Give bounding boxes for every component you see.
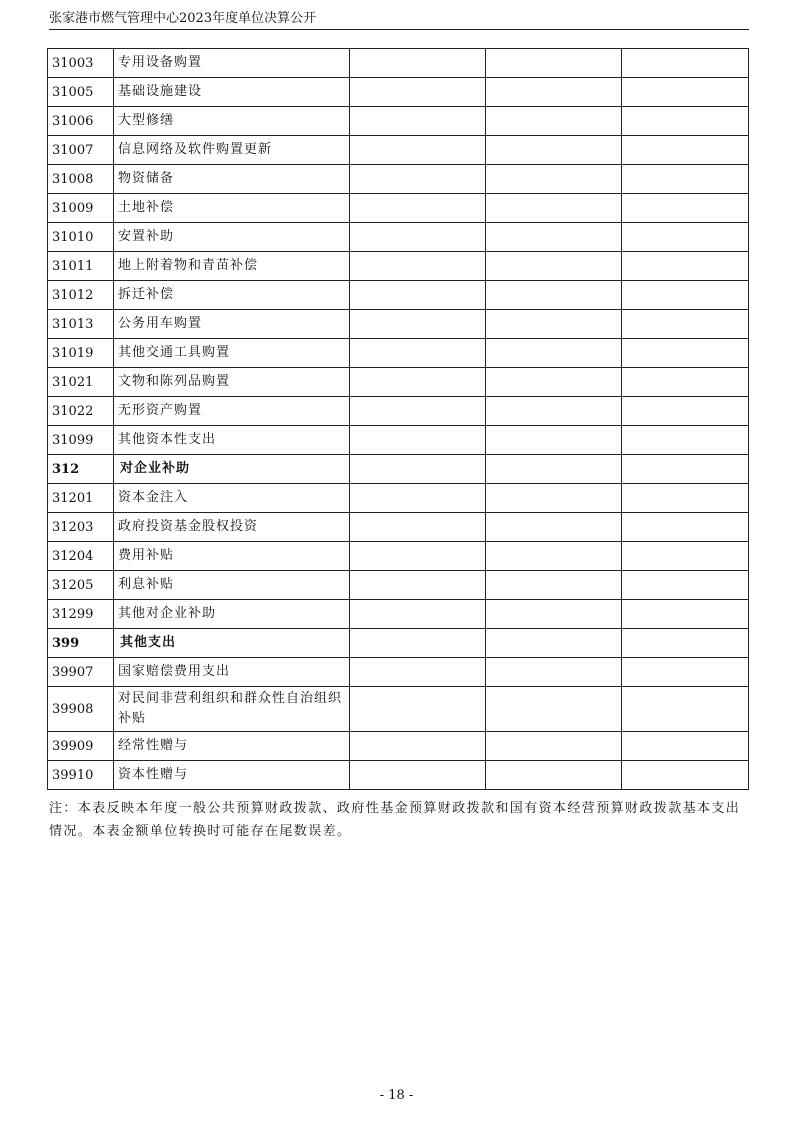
amount-cell-1 [350,484,486,513]
subject-code-cell: 31204 [48,542,114,571]
subject-code-cell: 31010 [48,223,114,252]
amount-cell-2 [486,542,622,571]
subject-code-cell: 39908 [48,687,114,732]
amount-cell-1 [350,281,486,310]
table-row [48,542,749,571]
subject-code-cell: 31022 [48,397,114,426]
subject-code-cell: 31003 [48,49,114,78]
table-row [48,484,749,513]
subject-code-cell: 31009 [48,194,114,223]
subject-code-cell: 31205 [48,571,114,600]
subject-name-cell: 物资储备 [114,165,350,194]
amount-cell-1 [350,761,486,790]
subject-name-cell: 费用补贴 [114,542,350,571]
subject-code-cell: 31013 [48,310,114,339]
table-row [48,107,749,136]
subject-code-cell: 31021 [48,368,114,397]
amount-cell-2 [486,455,622,484]
amount-cell-2 [486,658,622,687]
amount-cell-3 [622,368,749,397]
amount-cell-3 [622,310,749,339]
amount-cell-2 [486,513,622,542]
table-row [48,223,749,252]
amount-cell-2 [486,281,622,310]
amount-cell-3 [622,658,749,687]
subject-code-cell: 31005 [48,78,114,107]
amount-cell-2 [486,687,622,732]
table-row [48,49,749,78]
amount-cell-2 [486,600,622,629]
subject-name-cell: 其他资本性支出 [114,426,350,455]
subject-name-cell: 信息网络及软件购置更新 [114,136,350,165]
amount-cell-2 [486,310,622,339]
table-row [48,281,749,310]
subject-name-cell: 专用设备购置 [114,49,350,78]
subject-name-cell: 文物和陈列品购置 [114,368,350,397]
amount-cell-3 [622,281,749,310]
subject-name-cell: 资本性赠与 [114,761,350,790]
amount-cell-1 [350,629,486,658]
amount-cell-1 [350,658,486,687]
header-title: 张家港市燃气管理中心2023年度单位决算公开 [49,11,317,26]
subject-name-cell: 基础设施建设 [114,78,350,107]
subject-code-cell: 399 [48,629,114,658]
table-row [48,252,749,281]
subject-code-cell: 31019 [48,339,114,368]
subject-name-cell: 地上附着物和青苗补偿 [114,252,350,281]
subject-name-cell: 利息补贴 [114,571,350,600]
subject-name-cell: 公务用车购置 [114,310,350,339]
amount-cell-1 [350,165,486,194]
amount-cell-3 [622,78,749,107]
amount-cell-3 [622,600,749,629]
subject-code-cell: 31008 [48,165,114,194]
amount-cell-3 [622,732,749,761]
expenditure-table [47,48,749,790]
amount-cell-3 [622,629,749,658]
amount-cell-1 [350,310,486,339]
amount-cell-1 [350,455,486,484]
subject-code-cell: 39907 [48,658,114,687]
page-number: - 18 - [379,1088,414,1103]
amount-cell-1 [350,49,486,78]
amount-cell-3 [622,339,749,368]
amount-cell-1 [350,136,486,165]
table-row [48,658,749,687]
amount-cell-2 [486,629,622,658]
table-row [48,761,749,790]
amount-cell-2 [486,49,622,78]
amount-cell-3 [622,687,749,732]
amount-cell-1 [350,426,486,455]
subject-name-cell: 政府投资基金股权投资 [114,513,350,542]
subject-code-cell: 31299 [48,600,114,629]
subject-name-cell: 其他对企业补助 [114,600,350,629]
amount-cell-2 [486,136,622,165]
amount-cell-3 [622,397,749,426]
table-row [48,571,749,600]
amount-cell-2 [486,368,622,397]
subject-code-cell: 31007 [48,136,114,165]
table-row [48,194,749,223]
amount-cell-1 [350,571,486,600]
amount-cell-1 [350,397,486,426]
table-row [48,165,749,194]
subject-name-cell: 无形资产购置 [114,397,350,426]
subject-name-cell: 资本金注入 [114,484,350,513]
subject-name-cell: 拆迁补偿 [114,281,350,310]
amount-cell-3 [622,571,749,600]
amount-cell-1 [350,732,486,761]
table-row [48,339,749,368]
table-row [48,78,749,107]
table-row [48,136,749,165]
amount-cell-3 [622,223,749,252]
subject-code-cell: 31006 [48,107,114,136]
amount-cell-3 [622,252,749,281]
table-row [48,310,749,339]
amount-cell-2 [486,571,622,600]
table-body [48,49,749,790]
subject-name-cell: 对民间非营利组织和群众性自治组织补贴 [114,687,350,732]
amount-cell-2 [486,761,622,790]
amount-cell-1 [350,107,486,136]
subject-code-cell: 39910 [48,761,114,790]
amount-cell-2 [486,426,622,455]
table-row [48,513,749,542]
subject-code-cell: 39909 [48,732,114,761]
subject-name-cell: 土地补偿 [114,194,350,223]
amount-cell-1 [350,687,486,732]
subject-code-cell: 31203 [48,513,114,542]
amount-cell-2 [486,732,622,761]
table-row [48,397,749,426]
amount-cell-2 [486,252,622,281]
table-note: 注：本表反映本年度一般公共预算财政拨款、政府性基金预算财政拨款和国有资本经营预算财政拨款基本支出情况。本表金额单位转换时可能存在尾数误差。 [49,801,741,839]
amount-cell-1 [350,194,486,223]
subject-name-cell: 对企业补助 [114,455,350,484]
subject-code-cell: 31011 [48,252,114,281]
amount-cell-1 [350,368,486,397]
subject-code-cell: 312 [48,455,114,484]
table-row [48,687,749,732]
amount-cell-1 [350,252,486,281]
amount-cell-3 [622,136,749,165]
subject-code-cell: 31012 [48,281,114,310]
amount-cell-1 [350,339,486,368]
table-row [48,732,749,761]
amount-cell-1 [350,78,486,107]
amount-cell-3 [622,165,749,194]
subject-name-cell: 经常性赠与 [114,732,350,761]
subject-name-cell: 其他交通工具购置 [114,339,350,368]
subject-code-cell: 31099 [48,426,114,455]
amount-cell-1 [350,513,486,542]
amount-cell-3 [622,513,749,542]
amount-cell-2 [486,107,622,136]
amount-cell-1 [350,542,486,571]
subject-name-cell: 大型修缮 [114,107,350,136]
amount-cell-2 [486,339,622,368]
category-row [48,455,749,484]
amount-cell-3 [622,426,749,455]
amount-cell-1 [350,600,486,629]
amount-cell-2 [486,397,622,426]
amount-cell-1 [350,223,486,252]
amount-cell-3 [622,484,749,513]
amount-cell-2 [486,223,622,252]
amount-cell-3 [622,542,749,571]
table-row [48,600,749,629]
category-row [48,629,749,658]
subject-code-cell: 31201 [48,484,114,513]
subject-name-cell: 国家赔偿费用支出 [114,658,350,687]
table-row [48,426,749,455]
amount-cell-3 [622,107,749,136]
amount-cell-2 [486,194,622,223]
amount-cell-3 [622,455,749,484]
amount-cell-2 [486,78,622,107]
amount-cell-3 [622,49,749,78]
document-header [49,9,749,30]
amount-cell-2 [486,484,622,513]
amount-cell-2 [486,165,622,194]
amount-cell-3 [622,194,749,223]
subject-name-cell: 安置补助 [114,223,350,252]
amount-cell-3 [622,761,749,790]
subject-name-cell: 其他支出 [114,629,350,658]
table-row [48,368,749,397]
